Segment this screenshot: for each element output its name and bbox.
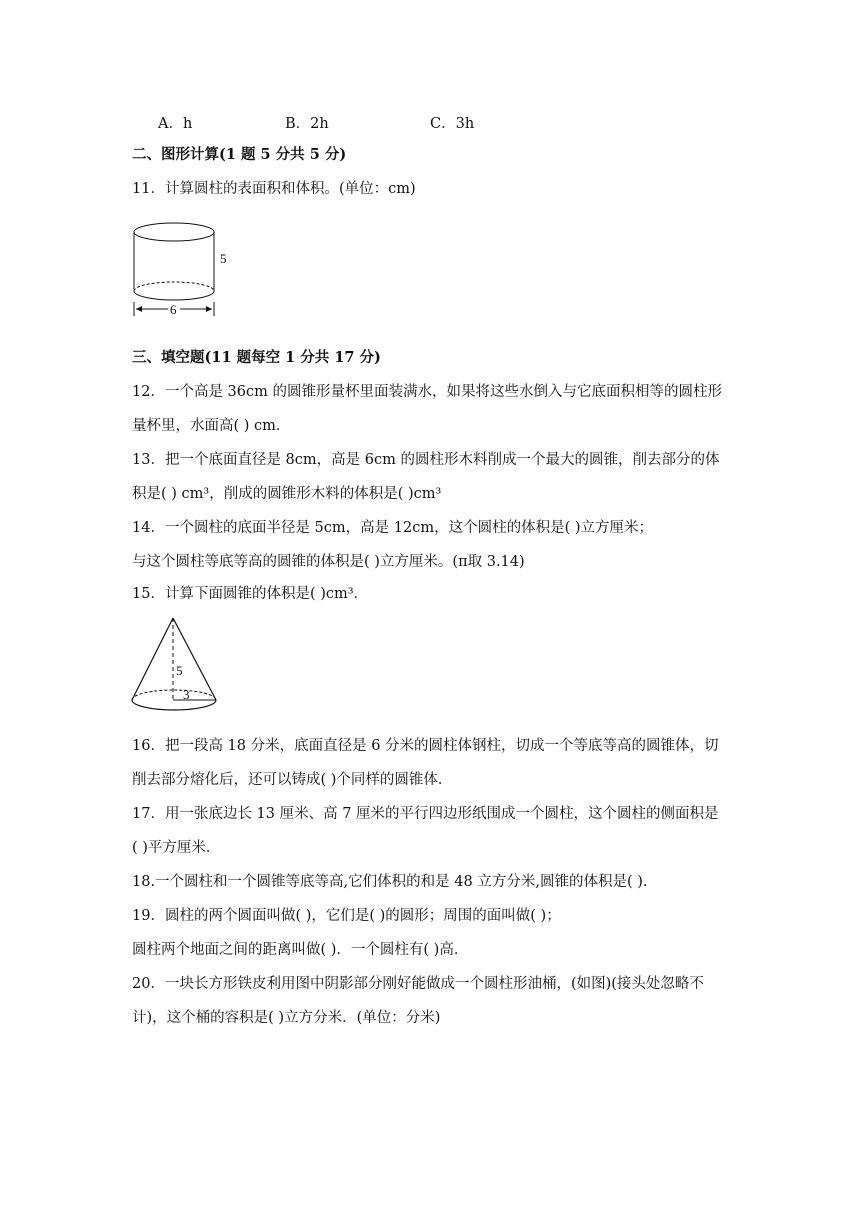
cone-height-label: 5: [176, 663, 183, 678]
arrow-head-left: [136, 306, 142, 312]
question-18: 18.一个圆柱和一个圆锥等底等高,它们体积的和是 48 立方分米,圆锥的体积是( ).: [132, 874, 648, 890]
choice-c: C．3h: [430, 116, 475, 132]
question-12-line-1: 12．一个高是 36cm 的圆锥形量杯里面装满水，如果将这些水倒入与它底面积相等的圆柱形: [132, 384, 722, 400]
question-17-line-1: 17．用一张底边长 13 厘米、高 7 厘米的平行四边形纸围成一个圆柱，这个圆柱的侧面积是: [132, 806, 719, 822]
question-16-line-1: 16．把一段高 18 分米，底面直径是 6 分米的圆柱体钢柱，切成一个等底等高的圆锥体，切: [132, 738, 719, 754]
question-11: 11．计算圆柱的表面积和体积。(单位：cm): [132, 181, 416, 197]
section-3-heading: 三、填空题(11 题每空 1 分共 17 分): [132, 349, 381, 366]
choice-a: A．h: [158, 116, 193, 132]
question-12-line-2: 量杯里，水面高( ) cm．: [132, 418, 291, 434]
question-17-line-2: ( )平方厘米．: [132, 840, 221, 856]
cylinder-figure: [126, 218, 236, 322]
section-2-heading: 二、图形计算(1 题 5 分共 5 分): [132, 146, 347, 163]
cone-base-back: [132, 690, 216, 700]
question-20-line-1: 20．一块长方形铁皮利用图中阴影部分刚好能做成一个圆柱形油桶，(如图)(接头处忽略不: [132, 976, 704, 992]
cylinder-bottom-back: [134, 282, 214, 291]
question-13-line-2: 积是( ) cm³，削成的圆锥形木料的体积是( )cm³: [132, 486, 442, 502]
question-15: 15．计算下面圆锥的体积是( )cm³．: [132, 586, 369, 602]
question-19-line-1: 19．圆柱的两个圆面叫做( )，它们是( )的圆形；周围的面叫做( )；: [132, 908, 561, 924]
question-13-line-1: 13．把一个底面直径是 8cm，高是 6cm 的圆柱形木料削成一个最大的圆锥，削去部分的体: [132, 452, 720, 468]
cylinder-bottom-front: [134, 291, 214, 300]
cylinder-width-label: 6: [170, 302, 177, 317]
cone-right-edge: [173, 618, 216, 700]
cone-base-front: [132, 700, 216, 710]
cone-figure: [126, 612, 226, 720]
arrow-head-right: [206, 306, 212, 312]
question-16-line-2: 削去部分熔化后，还可以铸成( )个同样的圆锥体．: [132, 772, 453, 788]
cone-left-edge: [132, 618, 173, 700]
question-14-line-1: 14．一个圆柱的底面半径是 5cm，高是 12cm，这个圆柱的体积是( )立方厘米；: [132, 520, 654, 536]
question-20-line-2: 计)，这个桶的容积是( )立方分米．(单位：分米): [132, 1010, 441, 1026]
question-19-line-2: 圆柱两个地面之间的距离叫做( )．一个圆柱有( )高．: [132, 942, 469, 958]
question-14-line-2: 与这个圆柱等底等高的圆锥的体积是( )立方厘米。(π取 3.14): [132, 554, 525, 570]
cone-radius-label: 3: [183, 687, 190, 702]
choice-b: B．2h: [285, 116, 329, 132]
cylinder-height-label: 5: [220, 251, 227, 266]
cylinder-top-ellipse: [134, 223, 214, 241]
